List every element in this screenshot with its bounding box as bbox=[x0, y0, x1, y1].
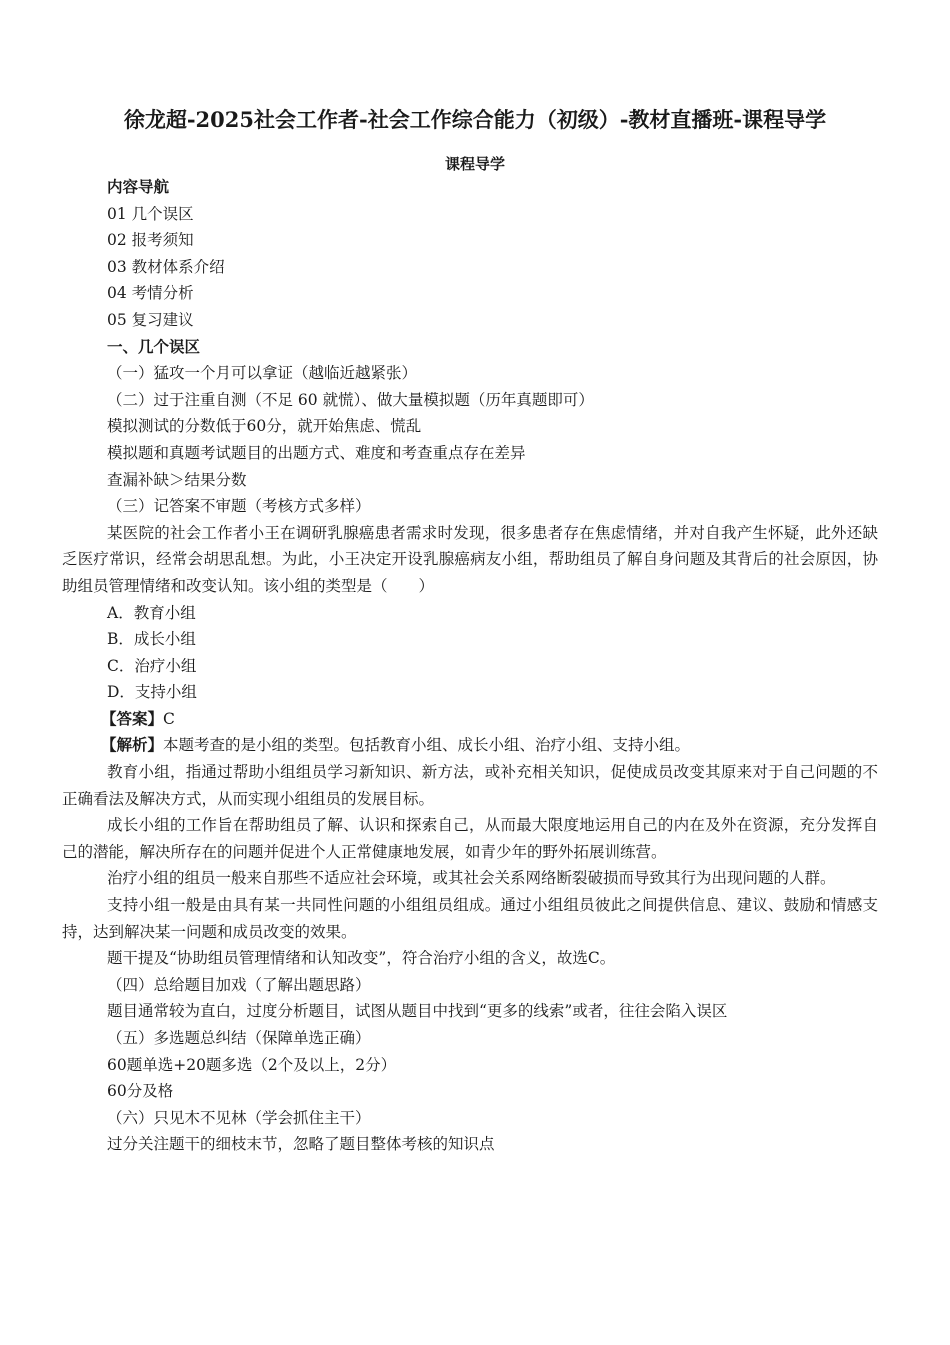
analysis-tag: 【解析】 bbox=[101, 735, 164, 755]
body-line: 60题单选+20题多选（2个及以上，2分） bbox=[107, 1055, 397, 1074]
option-a: A．教育小组 bbox=[107, 603, 196, 622]
body-line: 模拟测试的分数低于60分，就开始焦虑、慌乱 bbox=[107, 417, 422, 436]
paragraph-support-group: 支持小组一般是由具有某一共同性问题的小组组员组成。通过小组组员彼此之间提供信息、建议、鼓励和情感支持，达到解决某一问题和成员改变的效果。 bbox=[62, 896, 878, 941]
body-line: 题目通常较为直白，过度分析题目，试图从题目中找到“更多的线索”或者，往往会陷入误区 bbox=[107, 1002, 728, 1021]
option-b: B．成长小组 bbox=[107, 630, 196, 649]
nav-item: 01 几个误区 bbox=[107, 204, 194, 223]
body-line: 模拟题和真题考试题目的出题方式、难度和考查重点存在差异 bbox=[107, 443, 526, 462]
misconception-1: （一）猛攻一个月可以拿证（越临近越紧张） bbox=[107, 364, 418, 383]
paragraph-treatment-group: 治疗小组的组员一般来自那些不适应社会环境，或其社会关系网络断裂破损而导致其行为出现问题的人群。 bbox=[107, 869, 836, 888]
analysis-text: 本题考查的是小组的类型。包括教育小组、成长小组、治疗小组、支持小组。 bbox=[163, 736, 691, 755]
paragraph-growth-group: 成长小组的工作旨在帮助组员了解、认识和探索自己，从而最大限度地运用自己的内在及外在资源，充分发挥自己的潜能，解决所存在的问题并促进个人正常健康地发展，如青少年的野外拓展训练营。 bbox=[62, 816, 878, 861]
answer-value: C bbox=[163, 709, 175, 728]
document-subtitle: 课程导学 bbox=[444, 155, 505, 173]
answer-line bbox=[101, 706, 877, 733]
document-title: 徐龙超-2025社会工作者-社会工作综合能力（初级）-教材直播班-课程导学 bbox=[123, 107, 827, 132]
document-body bbox=[62, 174, 878, 1158]
misconception-5: （五）多选题总纠结（保障单选正确） bbox=[107, 1029, 371, 1047]
misconception-3: （三）记答案不审题（考核方式多样） bbox=[107, 497, 371, 516]
nav-item: 05 复习建议 bbox=[107, 310, 194, 329]
body-line: 查漏补缺＞结果分数 bbox=[107, 470, 247, 489]
nav-item: 02 报考须知 bbox=[107, 231, 194, 250]
paragraph-conclusion: 题干提及“协助组员管理情绪和认知改变”，符合治疗小组的含义，故选C。 bbox=[107, 949, 616, 968]
misconception-4: （四）总给题目加戏（了解出题思路） bbox=[107, 975, 371, 994]
analysis-line bbox=[101, 732, 877, 759]
answer-tag: 【答案】 bbox=[101, 708, 164, 728]
body-line: 60分及格 bbox=[107, 1082, 174, 1101]
misconception-6: （六）只见木不见林（学会抓住主干） bbox=[107, 1108, 371, 1127]
option-c: C．治疗小组 bbox=[107, 656, 197, 675]
question-text: 某医院的社会工作者小王在调研乳腺癌患者需求时发现，很多患者存在焦虑情绪，并对自我产生怀疑，此外还缺乏医疗常识，经常会胡思乱想。为此，小王决定开设乳腺癌病友小组，帮助组员了解自身问题及其背后的社会原因，协助组员管理情绪和改变认知。该小组的类型是（ ） bbox=[62, 523, 878, 595]
nav-item: 03 教材体系介绍 bbox=[107, 257, 225, 276]
option-d: D．支持小组 bbox=[107, 683, 197, 702]
nav-heading: 内容导航 bbox=[107, 177, 170, 196]
misconception-2: （二）过于注重自测（不足 60 就慌）、做大量模拟题（历年真题即可） bbox=[107, 390, 594, 409]
paragraph-education-group: 教育小组，指通过帮助小组组员学习新知识、新方法，或补充相关知识，促使成员改变其原来对于自己问题的不正确看法及解决方式，从而实现小组组员的发展目标。 bbox=[62, 763, 878, 808]
body-line: 过分关注题干的细枝末节，忽略了题目整体考核的知识点 bbox=[107, 1135, 495, 1154]
section-heading: 一、几个误区 bbox=[107, 336, 201, 356]
nav-item: 04 考情分析 bbox=[107, 284, 194, 303]
